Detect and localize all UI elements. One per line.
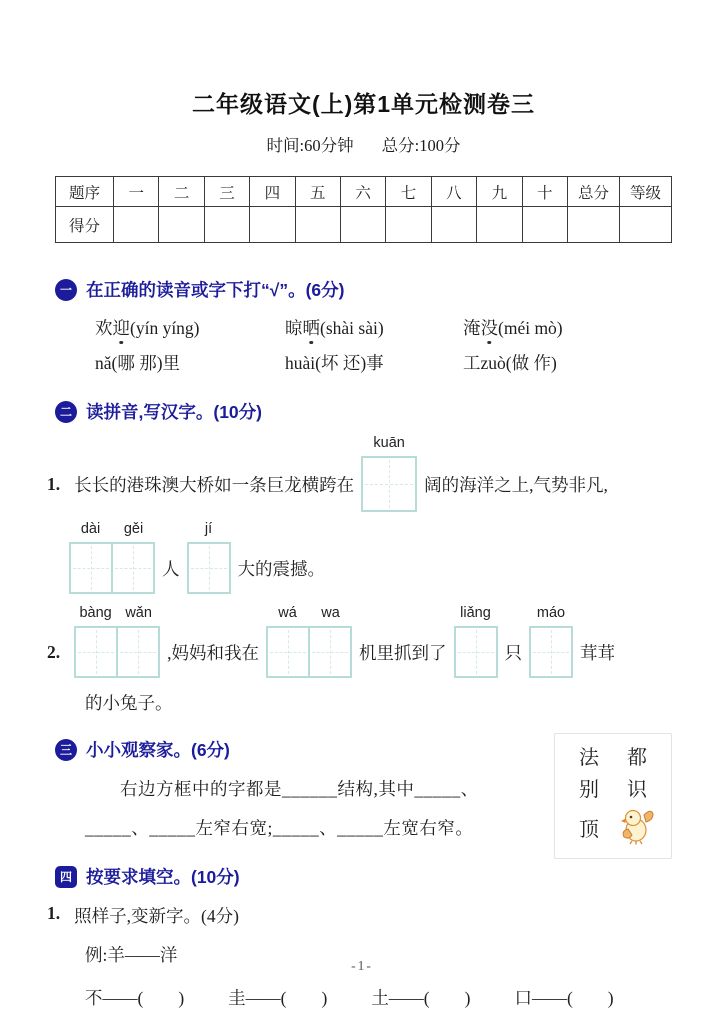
score-cell [620, 207, 672, 243]
score-cell [386, 207, 431, 243]
char-transform-item: 圭——( ) [228, 988, 328, 1008]
time-limit: 时间:60分钟 [266, 136, 354, 155]
char-transform-item: 口——( ) [514, 988, 614, 1008]
section-4-title: 按要求填空。(10分) [86, 867, 240, 887]
col-2: 二 [159, 177, 204, 207]
pinyin-options: (méi mò) [498, 318, 563, 338]
col-total: 总分 [568, 177, 620, 207]
sentence-text: 人 [162, 558, 180, 579]
pinyin: wǎn [125, 605, 152, 621]
example-line: 例:羊——洋 [85, 945, 178, 965]
observe-char: 都 [627, 747, 647, 770]
dotted-char: 迎 [112, 318, 130, 338]
pinyin-label [74, 605, 160, 621]
col-9: 九 [477, 177, 522, 207]
section-2-heading [55, 399, 672, 424]
score-cell [431, 207, 476, 243]
character-writing-box [361, 456, 417, 512]
word-choice-item: nǎ(哪 那)里 [95, 353, 181, 373]
section-2-title: 读拼音,写汉字。(10分) [86, 402, 262, 422]
pinyin-label [361, 435, 417, 451]
sentence-text: 长长的港珠澳大桥如一条巨龙横跨在 [74, 474, 355, 495]
sentence-text: ,妈妈和我在 [167, 642, 259, 663]
pinyin: kuān [373, 435, 405, 451]
score-cell [204, 207, 249, 243]
question-2-line-2: 的小兔子。 [85, 693, 173, 713]
col-7: 七 [386, 177, 431, 207]
sub-question-1 [47, 903, 672, 928]
writing-box-unit [266, 605, 352, 678]
score-cell [159, 207, 204, 243]
score-cell [568, 207, 620, 243]
observe-char: 识 [627, 778, 647, 801]
col-1: 一 [114, 177, 159, 207]
word-choice-item [95, 315, 285, 340]
word-head: 晾 [285, 318, 303, 338]
word-choice-item: huài(坏 还)事 [285, 353, 384, 373]
pinyin-label [69, 521, 155, 537]
word-choice-item: 工zuò(做 作) [463, 353, 557, 373]
pinyin: bàng [79, 605, 112, 621]
pinyin: liǎng [460, 605, 491, 621]
sentence-text: 阔的海洋之上,气势非凡, [424, 474, 608, 495]
question-number: 1. [47, 903, 61, 923]
pinyin: máo [536, 605, 566, 621]
sentence-text: 茸茸 [580, 642, 615, 663]
sentence-text: 只 [504, 642, 522, 663]
question-number: 1. [47, 473, 61, 494]
pinyin-options: (shài sài) [320, 318, 384, 338]
character-writing-box [74, 626, 118, 678]
score-cell [114, 207, 159, 243]
col-4: 四 [250, 177, 295, 207]
total-score: 总分:100分 [381, 136, 461, 155]
observe-char: 法 [579, 747, 599, 770]
score-cell [477, 207, 522, 243]
question-2-line-1 [47, 605, 672, 678]
section-3-number-badge: 三 [55, 739, 77, 761]
word-head: 欢 [95, 318, 113, 338]
col-grade: 等级 [620, 177, 672, 207]
pinyin-label [187, 521, 231, 537]
pinyin: dài [80, 521, 101, 537]
section-1-heading [55, 277, 672, 302]
writing-box-unit [454, 605, 498, 678]
dotted-char: 没 [480, 318, 498, 338]
writing-box-unit [361, 435, 417, 512]
observe-char: 顶 [579, 819, 599, 842]
pinyin-options: (yín yíng) [130, 318, 200, 338]
word-choice-item [285, 315, 463, 340]
row-header-score: 得分 [56, 207, 114, 243]
pinyin-label [529, 605, 573, 621]
score-cell [295, 207, 340, 243]
character-writing-box [308, 626, 352, 678]
pinyin-label [266, 605, 352, 621]
question-1-line-2 [69, 521, 672, 594]
writing-box-unit [529, 605, 573, 678]
character-observation-box [554, 733, 672, 859]
col-header-question-order: 题序 [56, 177, 114, 207]
pinyin: wá [278, 605, 297, 621]
character-writing-box [111, 542, 155, 594]
score-table [55, 176, 672, 243]
new-character-items [85, 985, 672, 1010]
section-2-number-badge: 二 [55, 401, 77, 423]
page-number: -1- [351, 958, 373, 973]
score-cell [250, 207, 295, 243]
writing-box-unit [74, 605, 160, 678]
pinyin: gěi [123, 521, 144, 537]
section-4-heading [55, 864, 672, 889]
character-writing-box [454, 626, 498, 678]
char-transform-item: 不——( ) [85, 988, 185, 1008]
col-3: 三 [204, 177, 249, 207]
pinyin: wa [321, 605, 340, 621]
character-writing-box [69, 542, 113, 594]
word-choice-item [463, 315, 672, 340]
pinyin: jí [204, 521, 213, 537]
table-row [56, 177, 672, 207]
page-title: 二年级语文(上)第1单元检测卷三 [191, 91, 536, 117]
writing-box-unit [187, 521, 231, 594]
section-1-row-1 [95, 315, 672, 340]
word-head: 淹 [463, 318, 481, 338]
score-cell [522, 207, 567, 243]
dotted-char: 晒 [302, 318, 320, 338]
col-10: 十 [522, 177, 567, 207]
col-6: 六 [340, 177, 385, 207]
char-transform-item: 土——( ) [371, 988, 471, 1008]
character-writing-box [116, 626, 160, 678]
col-5: 五 [295, 177, 340, 207]
fill-blank-line: 右边方框中的字都是______结构,其中_____、 [120, 779, 479, 799]
paper-meta [55, 132, 672, 156]
pinyin-label [454, 605, 498, 621]
fill-blank-line: _____、_____左窄右宽;_____、_____左宽右窄。 [85, 818, 474, 838]
writing-box-unit [69, 521, 155, 594]
section-3-title: 小小观察家。(6分) [86, 740, 230, 760]
section-1-title: 在正确的读音或字下打“√”。(6分) [86, 280, 345, 300]
question-number: 2. [47, 641, 61, 662]
character-writing-box [266, 626, 310, 678]
character-writing-box [187, 542, 231, 594]
character-writing-box [529, 626, 573, 678]
sentence-text: 机里抓到了 [359, 642, 447, 663]
section-1-row-2 [95, 350, 672, 375]
sentence-text: 大的震撼。 [237, 558, 325, 579]
section-4-number-badge: 四 [55, 866, 77, 888]
question-1-line-1 [47, 435, 672, 512]
table-row [56, 207, 672, 243]
chick-icon [619, 805, 655, 851]
section-1-number-badge: 一 [55, 279, 77, 301]
col-8: 八 [431, 177, 476, 207]
score-cell [340, 207, 385, 243]
observe-char: 别 [579, 778, 599, 801]
sub-question-text: 照样子,变新字。(4分) [74, 906, 239, 926]
